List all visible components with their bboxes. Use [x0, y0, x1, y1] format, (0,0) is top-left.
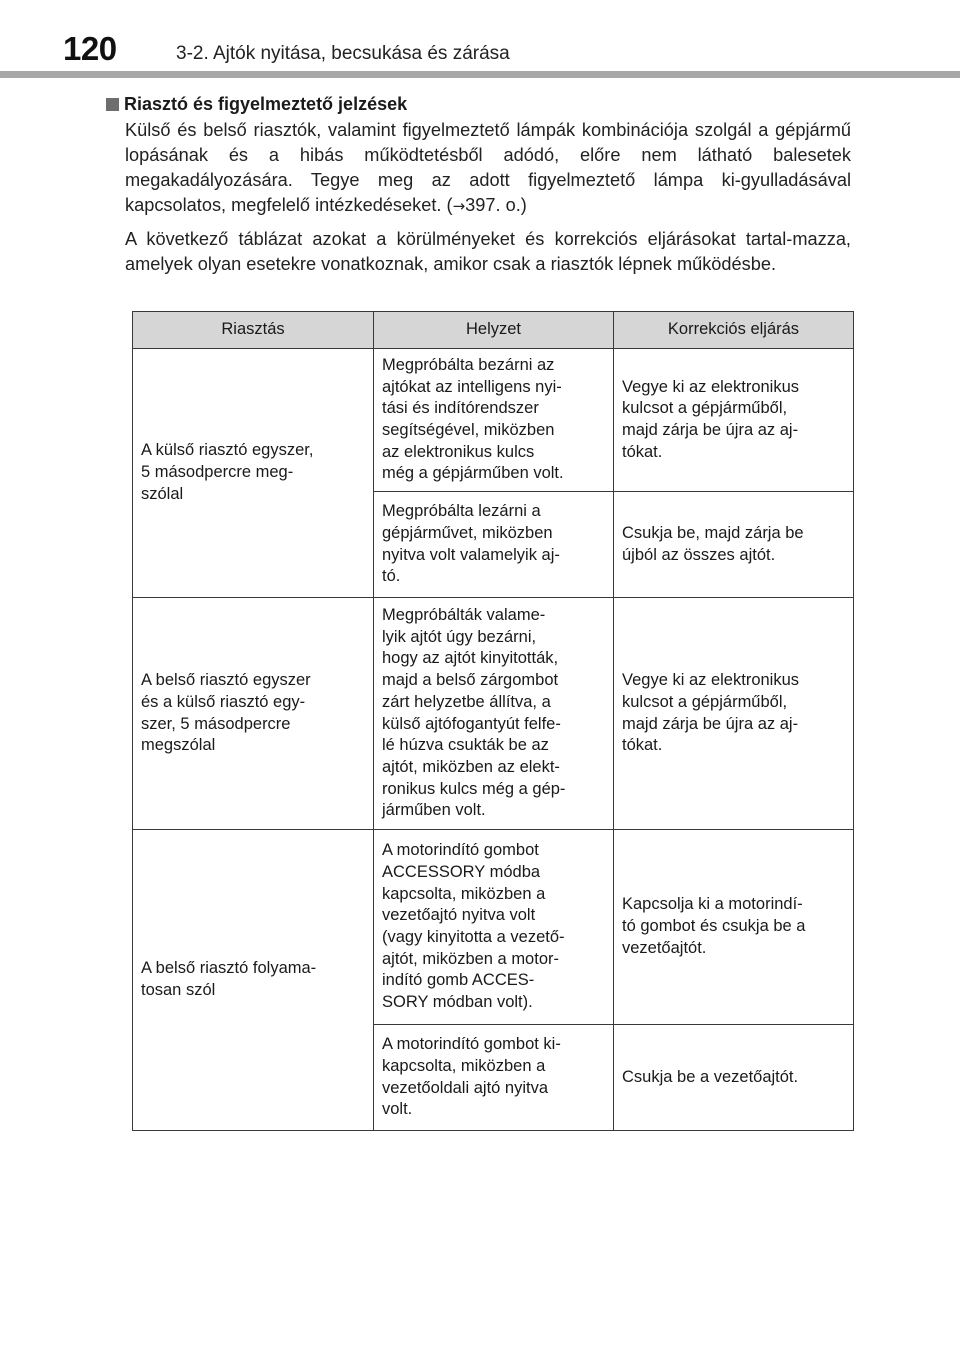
cell-line: tási és indítórendszer	[382, 399, 539, 418]
cell-line: indító gomb ACCES-	[382, 971, 535, 990]
cell-line: kulcsot a gépjárműből,	[622, 692, 788, 711]
action-cell	[614, 349, 854, 492]
situation-cell	[374, 349, 614, 492]
cell-line: Kapcsolja ki a motorindí-	[622, 895, 803, 914]
cell-line: (vagy kinyitotta a vezető-	[382, 928, 565, 946]
cell-line: A belső riasztó egyszer	[141, 671, 311, 690]
cell-line: Megpróbálta bezárni az	[382, 355, 555, 374]
action-cell	[614, 1025, 854, 1131]
cell-line: kapcsolta, miközben a	[382, 884, 546, 903]
column-header-situation: Helyzet	[374, 312, 614, 349]
cell-line: újból az összes ajtót.	[622, 545, 776, 564]
cell-line: majd a belső zárgombot	[382, 671, 559, 690]
cell-line: Csukja be, majd zárja be	[622, 523, 804, 542]
cell-line: volt.	[382, 1100, 413, 1119]
table-description-paragraph: A következő táblázat azokat a körülményeket és korrekciós eljárásokat tartal-mazza, amelyek olyan esetekre vonatkoznak, amikor csak a riasztók lépnek működésbe.	[125, 229, 851, 274]
cell-line: vezetőoldali ajtó nyitva	[382, 1078, 549, 1097]
cell-line: tó.	[382, 567, 401, 586]
cell-line: tókat.	[622, 442, 663, 461]
cell-line: megszólal	[141, 736, 216, 755]
cell-line: nyitva volt valamelyik aj-	[382, 545, 560, 564]
action-cell	[614, 492, 854, 598]
cell-line: még a gépjárműben volt.	[382, 464, 564, 483]
cell-line: kulcsot a gépjárműből,	[622, 399, 788, 418]
cell-line: ajtókat az intelligens nyi-	[382, 377, 562, 396]
cell-line: tosan szól	[141, 981, 216, 999]
cell-line: szólal	[141, 484, 184, 503]
chapter-title: 3-2. Ajtók nyitása, becsukása és zárása	[176, 43, 510, 64]
cell-line: SORY módban volt).	[382, 993, 533, 1012]
column-header-alarm: Riasztás	[133, 312, 374, 349]
cell-line: zárt helyzetbe állítva, a	[382, 692, 551, 711]
page-reference-link[interactable]: 397. o.)	[465, 195, 527, 215]
cell-line: külső ajtófogantyút felfe-	[382, 714, 561, 733]
cell-line: tó gombot és csukja be a	[622, 917, 806, 936]
cell-line: 5 másodpercre meg-	[141, 463, 294, 482]
header-divider	[0, 71, 960, 78]
situation-cell	[374, 1025, 614, 1131]
cell-line: Megpróbálta lezárni a	[382, 502, 541, 521]
cell-line: A motorindító gombot ki-	[382, 1035, 561, 1054]
cell-line: ACCESSORY módba	[382, 862, 541, 881]
table-header-row	[133, 312, 854, 349]
table-row	[133, 349, 854, 492]
square-bullet-icon	[106, 98, 119, 111]
table-row	[133, 830, 854, 1025]
cell-line: lyik ajtót úgy bezárni,	[382, 627, 537, 646]
cell-line: szer, 5 másodpercre	[141, 714, 291, 733]
cell-line: járműben volt.	[382, 801, 486, 820]
cell-line: lé húzva csukták be az	[382, 736, 549, 755]
arrow-right-icon: →	[452, 197, 466, 215]
cell-line: majd zárja be újra az aj-	[622, 421, 799, 439]
page-header	[0, 0, 960, 82]
column-header-action: Korrekciós eljárás	[614, 312, 854, 349]
cell-line: gépjárművet, miközben	[382, 523, 553, 542]
section	[106, 92, 851, 277]
cell-line: Vegye ki az elektronikus	[622, 377, 800, 396]
cell-line: ajtót, miközben az elekt-	[382, 757, 560, 776]
cell-line: és a külső riasztó egy-	[141, 692, 306, 711]
cell-line: ronikus kulcs még a gép-	[382, 779, 566, 798]
cell-line: majd zárja be újra az aj-	[622, 714, 799, 733]
cell-line: A belső riasztó folyama-	[141, 959, 317, 978]
section-heading	[106, 92, 851, 116]
alarm-cell	[133, 598, 374, 830]
cell-line: vezetőajtó nyitva volt	[382, 906, 536, 925]
page-number: 120	[63, 30, 117, 67]
cell-line: Vegye ki az elektronikus	[622, 671, 800, 690]
alarm-cell	[133, 830, 374, 1131]
action-cell	[614, 830, 854, 1025]
intro-paragraph-text: Külső és belső riasztók, valamint figyelmeztető lámpák kombinációja szolgál a gépjármű lopásának és a hibás működtetésből adódó, előre nem látható balesetek megakadályozására. Tegye meg az adott figyelmeztető lámpa ki-gyulladásával kapcsolatos, megfelelő intézkedéseket. (	[125, 120, 851, 215]
cell-line: tókat.	[622, 736, 663, 755]
situation-cell	[374, 598, 614, 830]
action-cell	[614, 598, 854, 830]
alarm-cell	[133, 349, 374, 598]
cell-line: ajtót, miközben a motor-	[382, 949, 559, 968]
cell-line: vezetőajtót.	[622, 938, 707, 957]
cell-line: A külső riasztó egyszer,	[141, 441, 314, 460]
situation-cell	[374, 492, 614, 598]
situation-cell	[374, 830, 614, 1025]
cell-line: kapcsolta, miközben a	[382, 1056, 546, 1075]
section-heading-text: Riasztó és figyelmeztető jelzések	[124, 94, 408, 114]
alarm-table	[132, 311, 854, 1131]
cell-line: segítségével, miközben	[382, 421, 555, 439]
cell-line: Csukja be a vezetőajtót.	[622, 1067, 799, 1086]
intro-paragraph	[125, 118, 851, 219]
cell-line: Megpróbálták valame-	[382, 605, 546, 624]
table-row	[133, 598, 854, 830]
cell-line: hogy az ajtót kinyitották,	[382, 649, 559, 668]
cell-line: az elektronikus kulcs	[382, 442, 535, 461]
cell-line: A motorindító gombot	[382, 841, 539, 860]
